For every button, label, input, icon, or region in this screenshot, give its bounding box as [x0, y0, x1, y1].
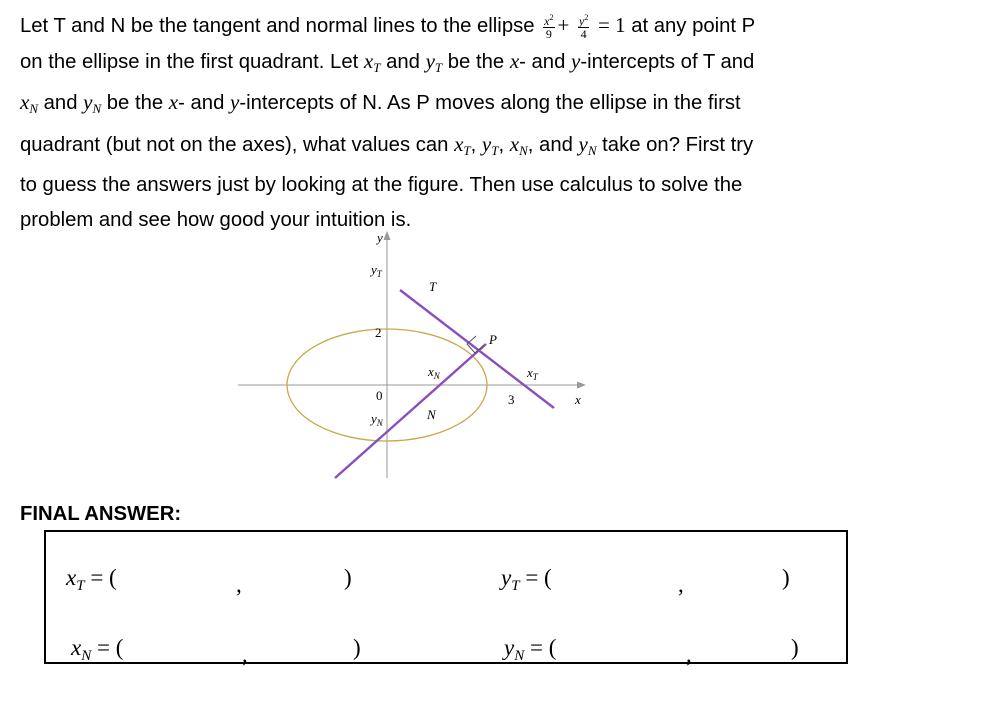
- n-line-label: N: [427, 407, 436, 422]
- problem-line-4: [20, 127, 985, 169]
- problem-text-segment: - and: [519, 50, 566, 73]
- problem-text: [20, 8, 985, 238]
- plus-sign: +: [557, 13, 570, 37]
- ellipse-figure: [230, 226, 600, 486]
- problem-line-2: [20, 44, 985, 86]
- y-t-label: $y_T$: [371, 262, 382, 279]
- exponent: 2: [584, 13, 589, 22]
- symbol-x-t: $x_T$: [363, 48, 381, 75]
- fraction-denominator: 4: [580, 27, 587, 41]
- equals-open-paren: = (: [529, 635, 557, 660]
- symbol-y: y: [230, 90, 240, 115]
- fraction-numerator: x: [544, 14, 550, 28]
- problem-text-segment: on the ellipse in the first quadrant. Let: [20, 50, 359, 73]
- equals-open-paren: = (: [96, 635, 124, 660]
- symbol-y-n: $y_N$: [83, 90, 102, 117]
- answer-y-n: $y_N$ = (: [504, 635, 557, 664]
- problem-line-1: [20, 8, 985, 44]
- equals-open-paren: = (: [90, 565, 117, 590]
- problem-text-segment: quadrant (but not on the axes), what values can: [20, 133, 449, 156]
- exponent: 2: [549, 13, 554, 22]
- problem-text-segment: and: [43, 92, 78, 115]
- y-t-interval-field[interactable]: [591, 562, 776, 598]
- comma: ,: [527, 133, 534, 156]
- final-answer-label: FINAL ANSWER:: [20, 503, 182, 525]
- symbol-x-n: $x_N$: [20, 90, 38, 117]
- problem-text-segment: -intercepts of T and: [580, 50, 755, 73]
- symbol-x: x: [168, 90, 179, 115]
- answer-y-n-close: ): [791, 635, 799, 660]
- problem-text-segment: and: [539, 133, 573, 156]
- answer-x-t: $x_T$ = (: [66, 565, 117, 594]
- symbol-x-t: $x_T$: [454, 131, 471, 158]
- problem-line-6: problem and see how good your intuition is.: [20, 208, 412, 231]
- symbol-y: y: [571, 48, 581, 73]
- answer-x-n-close: ): [353, 635, 361, 660]
- answer-y-n-comma: ,: [686, 642, 692, 667]
- t-line-label: T: [429, 279, 437, 294]
- fraction-x-squared-over-9: [543, 12, 554, 40]
- comma: ,: [498, 133, 505, 156]
- x-axis-label: x: [575, 392, 581, 407]
- answer-y-t-close: ): [782, 565, 790, 590]
- comma: ,: [470, 133, 477, 156]
- x-n-interval-field[interactable]: [166, 630, 346, 660]
- point-p-label: P: [489, 332, 497, 347]
- symbol-x: x: [509, 48, 520, 73]
- y-axis-arrow: [384, 231, 391, 240]
- normal-line: [335, 344, 486, 478]
- x-axis-arrow: [577, 382, 586, 389]
- problem-text-segment: at any point P: [631, 15, 756, 37]
- fraction-denominator: 9: [545, 27, 552, 41]
- answer-y-t-comma: ,: [678, 572, 684, 597]
- symbol-y-n: $y_N$: [578, 131, 597, 158]
- tick-label-2: 2: [375, 325, 382, 340]
- problem-line-5: to guess the answers just by looking at the figure. Then use calculus to solve the: [20, 174, 743, 197]
- problem-text-segment: - and: [178, 92, 225, 115]
- fraction-numerator: y: [578, 14, 585, 28]
- problem-text-segment: Let T and N be the tangent and normal lines to the ellipse: [20, 15, 535, 37]
- x-t-label: $x_T$: [527, 365, 538, 382]
- problem-text-segment: and: [386, 50, 420, 73]
- problem-text-segment: -intercepts of N. As P moves along the ellipse in the first: [239, 92, 741, 115]
- tick-label-3: 3: [508, 392, 515, 407]
- problem-text-segment: be the: [106, 92, 164, 115]
- symbol-y-t: $y_T$: [425, 48, 443, 75]
- origin-label: 0: [376, 388, 383, 403]
- equation-rhs: = 1: [597, 13, 626, 37]
- problem-text-segment: be the: [447, 50, 505, 73]
- problem-line-3: [20, 85, 985, 127]
- equals-open-paren: = (: [525, 565, 552, 590]
- answer-box: [44, 530, 848, 667]
- answer-y-t: $y_T$ = (: [501, 565, 552, 594]
- tangent-line: [400, 290, 554, 408]
- y-axis-label: y: [377, 230, 383, 245]
- fraction-y-squared-over-4: [578, 12, 589, 40]
- answer-x-n-comma: ,: [242, 642, 248, 667]
- x-t-interval-field[interactable]: [161, 562, 336, 598]
- symbol-x-n: $x_N$: [509, 131, 528, 158]
- problem-text-segment: take on? First try: [602, 133, 754, 156]
- symbol-y-t: $y_T$: [481, 131, 499, 158]
- answer-x-t-close: ): [344, 565, 352, 590]
- y-n-interval-field[interactable]: [601, 630, 786, 660]
- answer-x-t-comma: ,: [236, 572, 242, 597]
- y-n-label: $y_N$: [371, 411, 383, 428]
- x-n-label: $x_N$: [428, 364, 440, 381]
- answer-x-n: $x_N$ = (: [71, 635, 124, 664]
